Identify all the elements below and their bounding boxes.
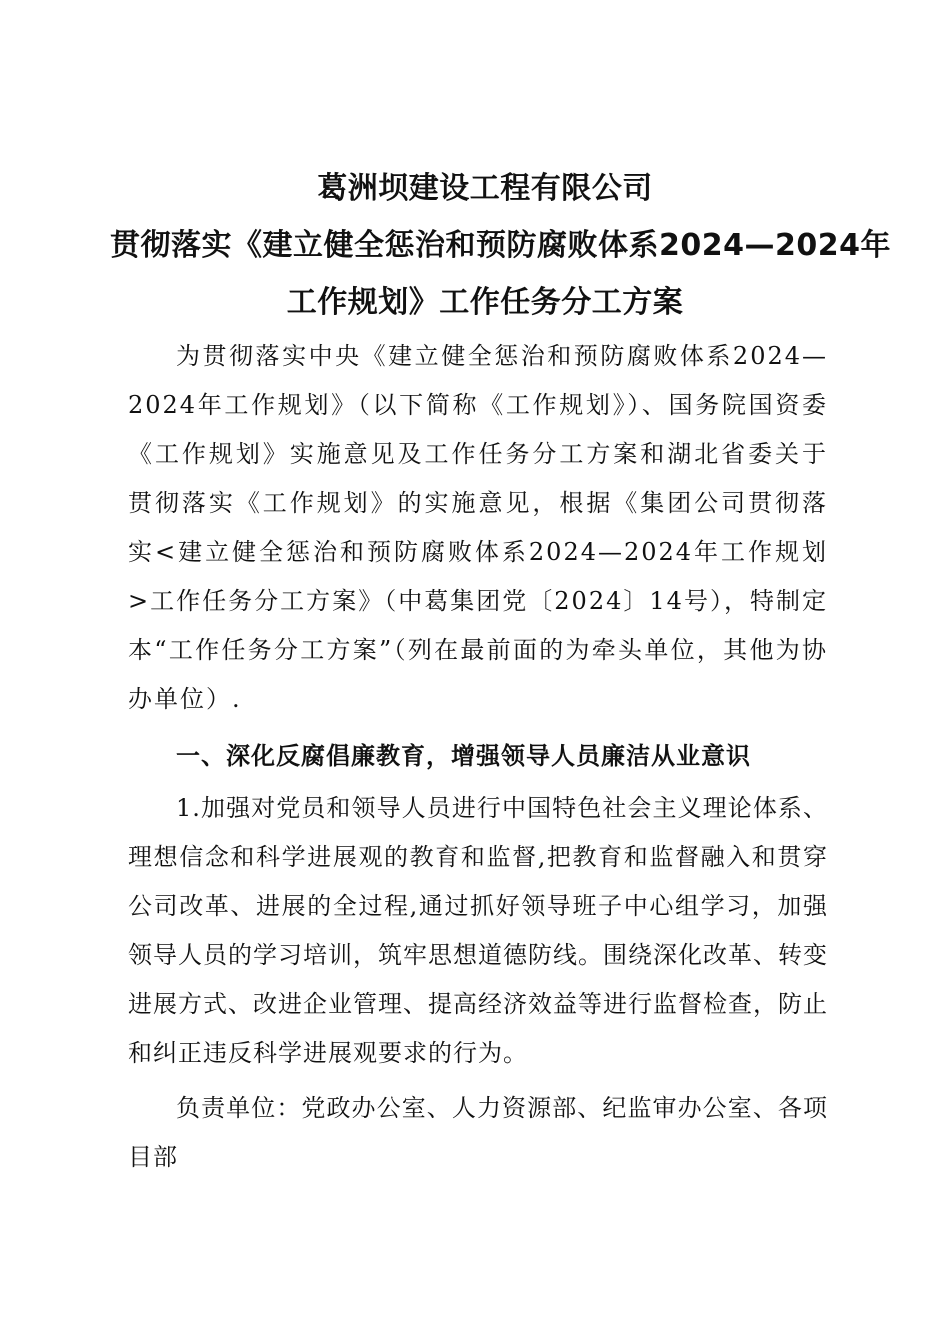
document-title xyxy=(110,160,891,331)
document-body xyxy=(128,332,828,1182)
item-1-paragraph: 1.加强对党员和领导人员进行中国特色社会主义理论体系、理想信念和科学进展观的教育和监督,把教育和监督融入和贯穿公司改革、进展的全过程,通过抓好领导班子中心组学习，加强领导人员的学习培训，筑牢思想道德防线。围绕深化改革、转变进展方式、改进企业管理、提高经济效益等进行监督检查，防止和纠正违反科学进展观要求的行为。 xyxy=(128,794,828,1067)
title-line-two: 贯彻落实《建立健全惩治和预防腐败体系2024—2024年 xyxy=(110,228,891,263)
intro-paragraph: 为贯彻落实中央《建立健全惩治和预防腐败体系2024—2024年工作规划》（以下简称《工作规划》）、国务院国资委《工作规划》实施意见及工作任务分工方案和湖北省委关于贯彻落实《工作规划》的实施意见，根据《集团公司贯彻落实<建立健全惩治和预防腐败体系2024—2024年工作规划>工作任务分工方案》（中葛集团党〔2024〕14号），特制定本“工作任务分工方案”（列在最前面的为牵头单位，其他为协办单位）. xyxy=(128,342,828,713)
section-heading: 一、深化反腐倡廉教育，增强领导人员廉洁从业意识 xyxy=(176,742,751,770)
item-1-responsible-units: 负责单位：党政办公室、人力资源部、纪监审办公室、各项目部 xyxy=(128,1094,828,1171)
title-line-three: 工作规划》工作任务分工方案 xyxy=(286,285,684,320)
title-company-line: 葛洲坝建设工程有限公司 xyxy=(317,171,653,206)
